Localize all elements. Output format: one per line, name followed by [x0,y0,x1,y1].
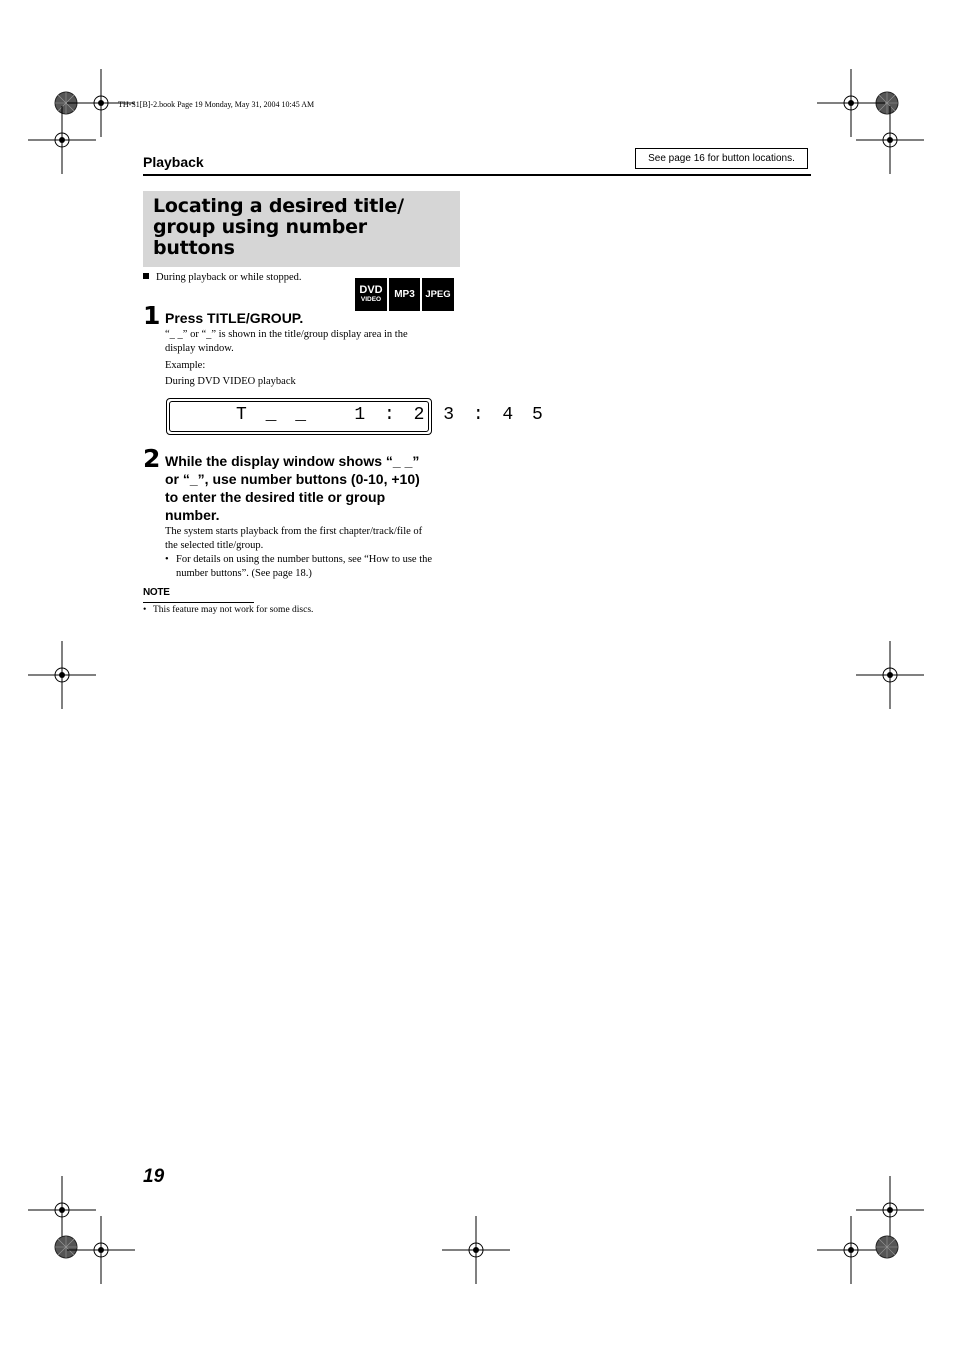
step-2-heading [165,452,420,524]
page-title [153,196,450,259]
square-bullet-icon [143,273,149,279]
display-window [166,398,547,435]
note-item-text: This feature may not work for some discs. [153,605,314,615]
dvd-video-badge [355,278,387,311]
title-line: group using number [153,216,367,238]
file-header: TH-S1[B]-2.book Page 19 Monday, May 31, 2004 10:45 AM [118,100,315,109]
bullet-icon: • [165,554,169,565]
step-1-heading: Press TITLE/GROUP. [165,310,304,326]
page-number: 19 [143,1166,165,1187]
step-2-text-line: The system starts playback from the first chapter/track/file of [165,526,423,537]
step-2-heading-line: While the display window shows “_ _” [165,453,420,469]
condition-text: During playback or while stopped. [156,272,302,283]
step-2-heading-line: or “_”, use number buttons (0-10, +10) [165,471,420,487]
title-line: Locating a desired title/ [153,195,404,217]
playback-condition [143,272,302,283]
example-label: Example: [165,360,206,371]
mp3-badge: MP3 [389,278,420,311]
dvd-badge-label: DVD [359,284,383,296]
step-2-number: 2 [143,444,161,473]
disc-type-badges [355,278,454,311]
note-label: NOTE [143,587,170,598]
title-line: buttons [153,237,235,259]
title-band [143,191,460,267]
step-2-bullet-line: number buttons”. (See page 18.) [176,568,312,579]
step-2-heading-line: number. [165,507,220,523]
step-1-text [165,328,465,356]
bullet-icon: • [143,605,147,615]
example-context: During DVD VIDEO playback [165,376,296,387]
step-1-text-line: display window. [165,343,234,354]
step-2-bullet [165,553,432,581]
step-2-text-line: the selected title/group. [165,540,264,551]
header-rule [143,174,811,176]
page-reference-box: See page 16 for button locations. [635,148,808,169]
step-1-text-line: “_ _” or “_” is shown in the title/group display area in the [165,329,408,340]
step-1-number: 1 [143,301,161,330]
jpeg-badge: JPEG [422,278,454,311]
note-rule [143,602,254,603]
step-2-heading-line: to enter the desired title or group [165,489,386,505]
dvd-badge-sublabel: VIDEO [360,296,382,303]
display-readout: T _ _ 1 : 2 3 : 4 5 [169,401,429,432]
section-label: Playback [143,154,204,170]
note-item [143,605,313,615]
step-2-bullet-line: For details on using the number buttons, see “How to use the [176,554,433,565]
step-2-text [165,525,422,553]
